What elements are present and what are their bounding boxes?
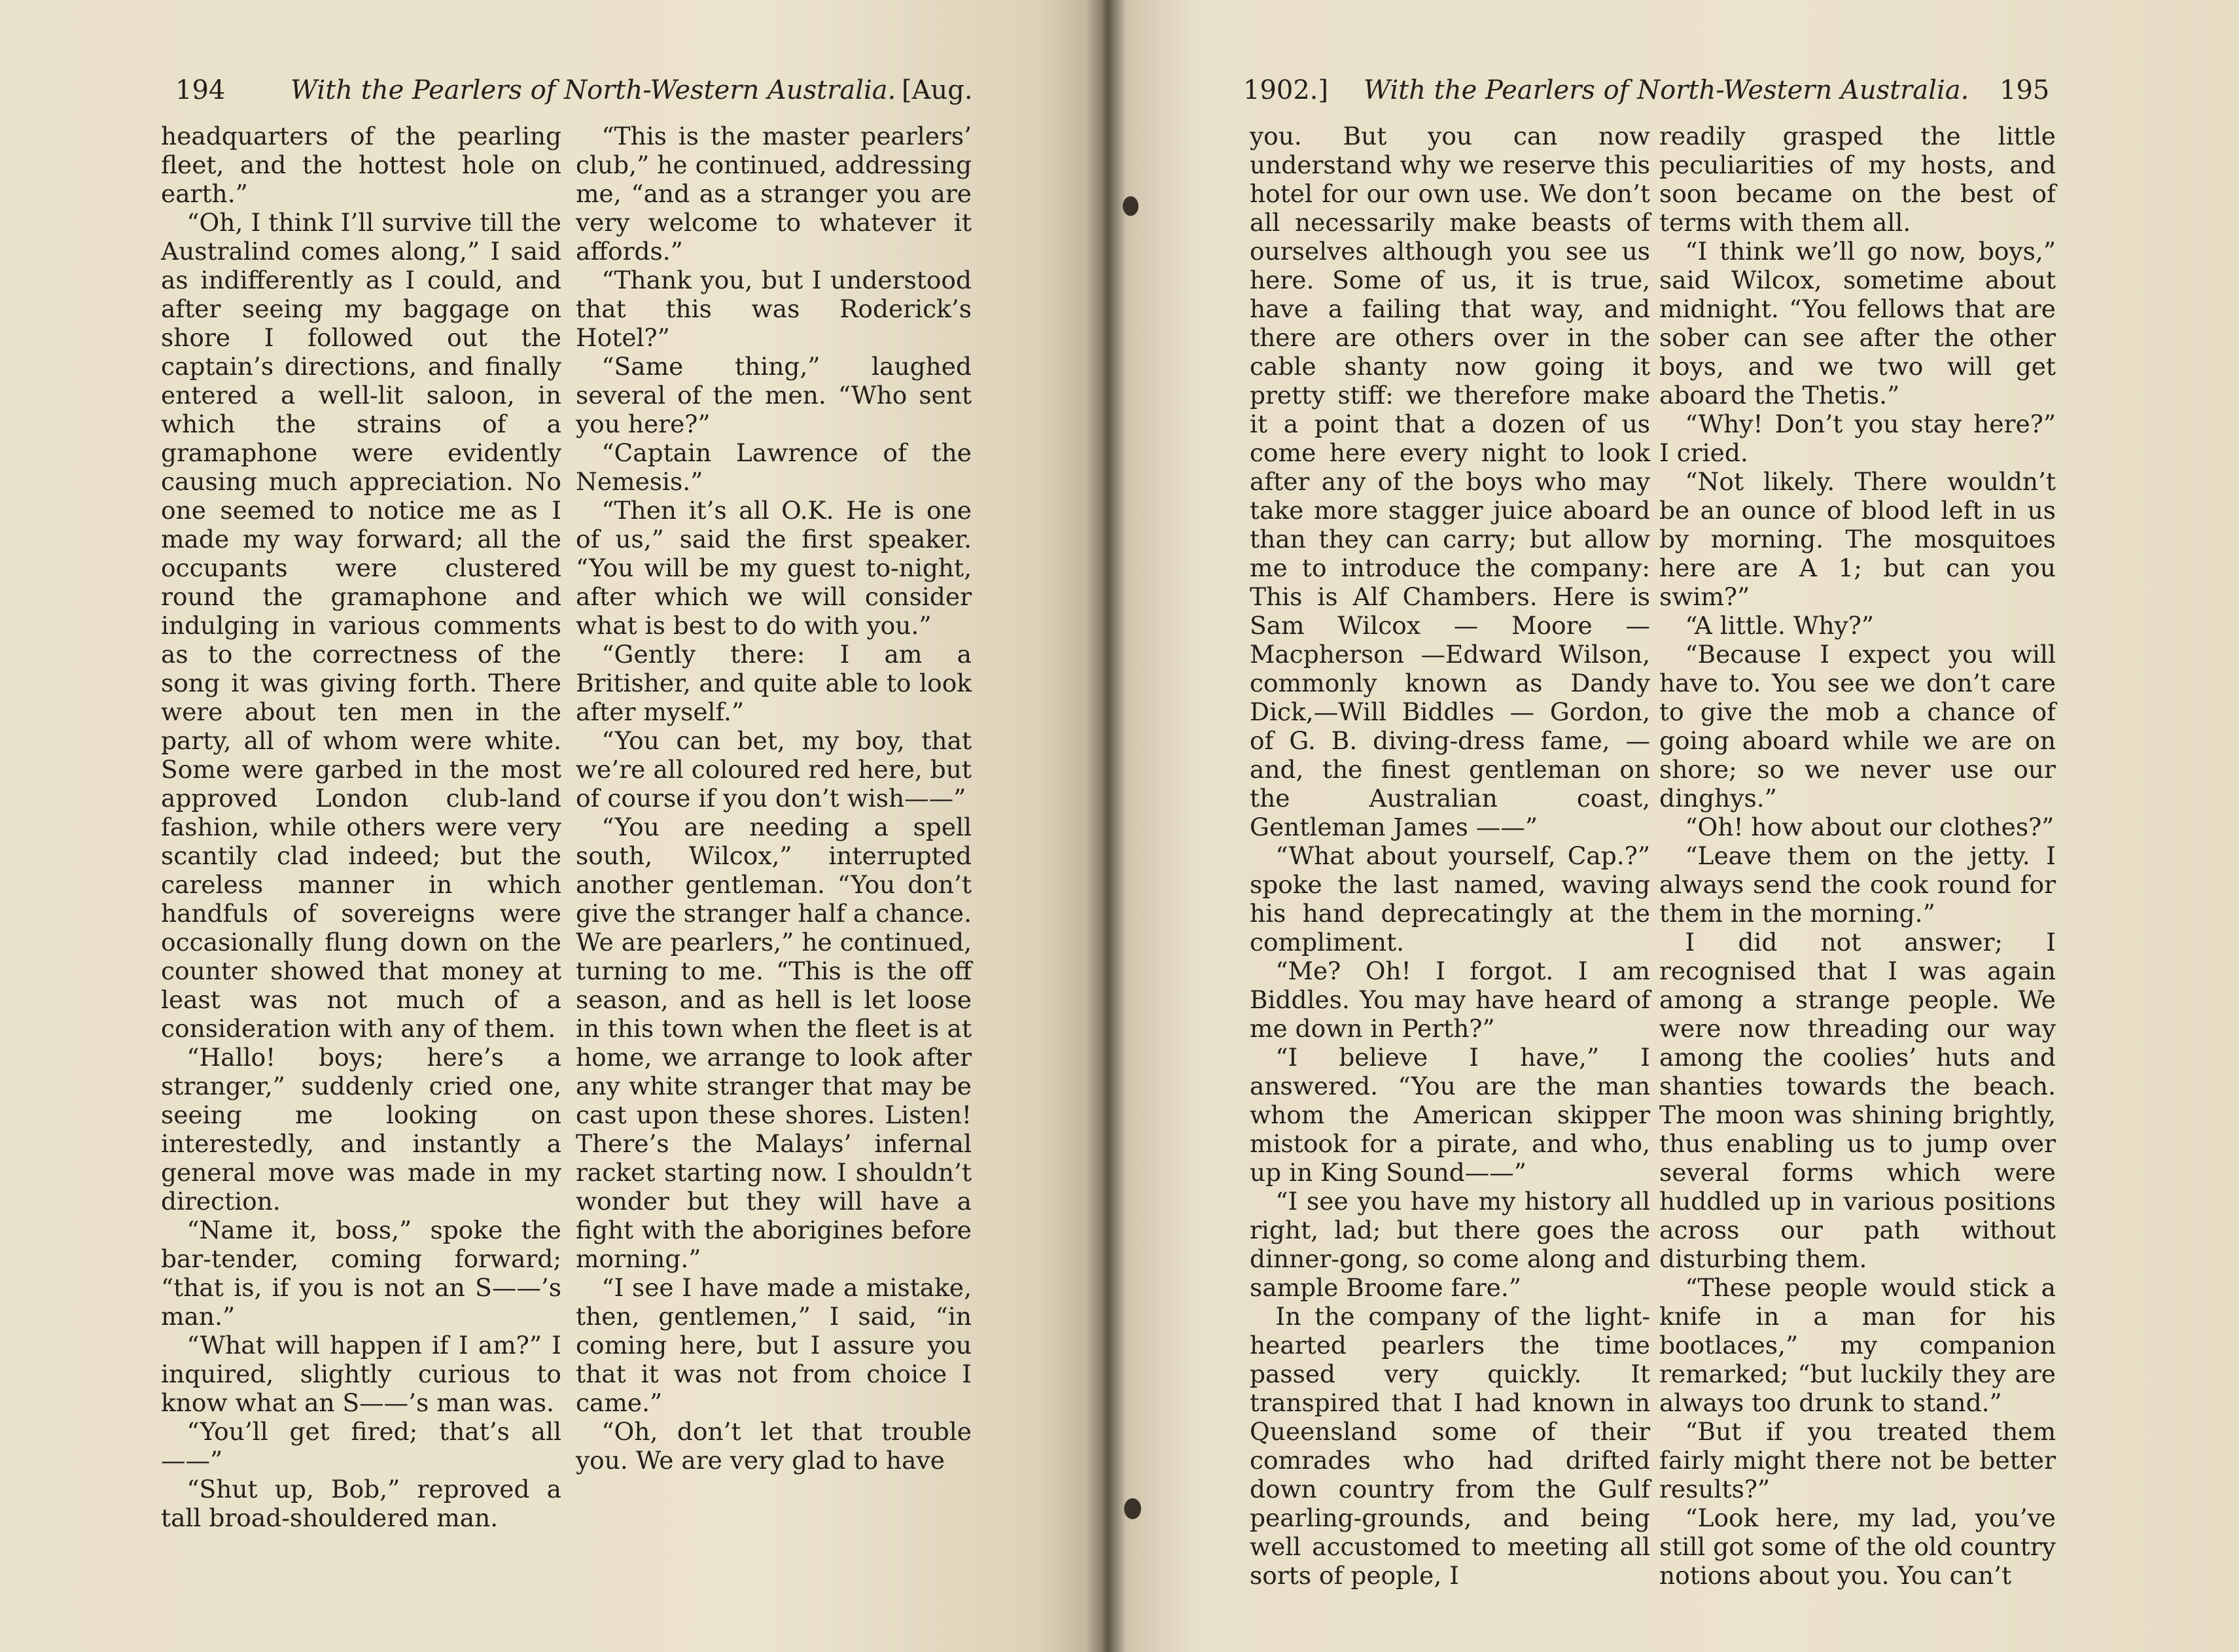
right-page-number: 195 <box>2000 75 2050 105</box>
paragraph: “What will happen if I am?” I inquired, slightly curious to know what an S——’s man was. <box>161 1331 561 1417</box>
binding-hole-top <box>1123 196 1138 216</box>
paragraph: “This is the master pearlers’ club,” he continued, addressing me, “and as a stranger you are very welcome to whatever it affords.” <box>576 122 972 266</box>
paragraph: “Then it’s all O.K. He is one of us,” said the first speaker. “You will be my guest to-night, after which we will consider what is best to do with you.” <box>576 496 972 640</box>
paragraph: “Because I expect you will have to. You see we don’t care to give the mob a chance of going aboard while we are on shore; so we never use our dinghys.” <box>1659 640 2056 813</box>
right-page <box>1103 0 2239 1652</box>
paragraph: “I believe I have,” I answered. “You are the man whom the American skipper mistook for a pirate, and who, up in King Sound——” <box>1250 1043 1650 1187</box>
right-running-title: With the Pearlers of North-Western Australia. <box>1364 75 1969 105</box>
paragraph: “Oh, I think I’ll survive till the Australind comes along,” I said as indifferently as I could, and after seeing my baggage on shore I followed out the captain’s directions, and finally entered a well-lit saloon, in which the strains of a gramaphone were evidently causing much appreciation. No one seemed to notice me as I made my way forward; all the occupants were clustered round the gramaphone and indulging in various comments as to the correctness of the song it was giving forth. There were about ten men in the party, all of whom were white. Some were garbed in the most approved London club-land fashion, while others were very scantily clad indeed; but the careless manner in which handfuls of sovereigns were occasionally flung down on the counter showed that money at least was not much of a consideration with any of them. <box>161 208 561 1043</box>
paragraph: you. But you can now understand why we reserve this hotel for our own use. We don’t all necessarily make beasts of ourselves although you see us here. Some of us, it is true, have a failing that way, and there are others over in the cable shanty now going it pretty stiff: we therefore make it a point that a dozen of us come here every night to look after any of the boys who may take more stagger juice aboard than they can carry; but allow me to introduce the company: This is Alf Chambers. Here is Sam Wilcox — Moore — Macpherson —Edward Wilson, commonly known as Dandy Dick,—Will Biddles — Gordon, of G. B. diving-dress fame, — and, the finest gentleman on the Australian coast, Gentleman James ——” <box>1250 122 1650 841</box>
paragraph: “You’ll get fired; that’s all——” <box>161 1417 561 1475</box>
paragraph: “These people would stick a knife in a man for his bootlaces,” my companion remarked; “but luckily they are always too drunk to stand.” <box>1659 1273 2056 1417</box>
paragraph: “A little. Why?” <box>1685 611 1875 640</box>
paragraph: “I see I have made a mistake, then, gentlemen,” I said, “in coming here, but I assure you that it was not from choice I came.” <box>576 1273 972 1417</box>
paragraph: “Look here, my lad, you’ve still got some of the old country notions about you. You can’t <box>1659 1503 2056 1590</box>
paragraph: “Oh, don’t let that trouble you. We are very glad to have <box>576 1417 972 1475</box>
paragraph: “Leave them on the jetty. I always send the cook round for them in the morning.” <box>1659 841 2056 928</box>
paragraph: “Captain Lawrence of the Nemesis.” <box>576 438 972 496</box>
paragraph: “You are needing a spell south, Wilcox,” interrupted another gentleman. “You don’t give the stranger half a chance. We are pearlers,” he continued, turning to me. “This is the off season, and as hell is let loose in this town when the fleet is at home, we arrange to look after any white stranger that may be cast upon these shores. Listen! There’s the Malays’ infernal racket starting now. I shouldn’t wonder but they will have a fight with the aborigines before morning.” <box>576 813 972 1273</box>
paragraph: I did not answer; I recognised that I was again among a strange people. We were now threading our way among the coolies’ huts and shanties towards the beach. The moon was shining brightly, thus enabling us to jump over several forms which were huddled up in various positions across our path without disturbing them. <box>1659 928 2056 1273</box>
paragraph: “Thank you, but I understood that this was Roderick’s Hotel?” <box>576 266 972 352</box>
left-column-1 <box>161 122 561 1532</box>
paragraph: “Not likely. There wouldn’t be an ounce of blood left in us by morning. The mosquitoes here are A 1; but can you swim?” <box>1659 467 2056 611</box>
paragraph: “Why! Don’t you stay here?” I cried. <box>1659 410 2056 467</box>
paragraph: “Gently there: I am a Britisher, and quite able to look after myself.” <box>576 640 972 726</box>
right-page-header <box>1103 71 2239 110</box>
paragraph: “I see you have my history all right, lad; but there goes the dinner-gong, so come along and sample Broome fare.” <box>1250 1187 1650 1302</box>
paragraph: headquarters of the pearling fleet, and the hottest hole on earth.” <box>161 122 561 208</box>
left-page <box>0 0 1103 1652</box>
paragraph: In the company of the light-hearted pearlers the time passed very quickly. It transpired that I had known in Queensland some of their comrades who had drifted down country from the Gulf pearling-grounds, and being well accustomed to meeting all sorts of people, I <box>1250 1302 1650 1590</box>
right-column-1 <box>1250 122 1650 1590</box>
paragraph: “Same thing,” laughed several of the men. “Who sent you here?” <box>576 352 972 438</box>
left-page-header <box>0 71 1103 110</box>
paragraph: “But if you treated them fairly might there not be better results?” <box>1659 1417 2056 1503</box>
paragraph: “What about yourself, Cap.?” spoke the last named, waving his hand deprecatingly at the compliment. <box>1250 841 1650 957</box>
paragraph: “Hallo! boys; here’s a stranger,” suddenly cried one, seeing me looking on interestedly, and instantly a general move was made in my direction. <box>161 1043 561 1216</box>
right-column-2 <box>1659 122 2056 1590</box>
left-column-2 <box>576 122 972 1475</box>
paragraph: “I think we’ll go now, boys,” said Wilcox, sometime about midnight. “You fellows that are sober can see after the other boys, and we two will get aboard the Thetis.” <box>1659 237 2056 410</box>
left-date-mark: [Aug. <box>902 75 973 105</box>
paragraph: readily grasped the little peculiarities of my hosts, and soon became on the best of terms with them all. <box>1659 122 2056 237</box>
paragraph: “Oh! how about our clothes?” <box>1685 813 2054 841</box>
paragraph: “Me? Oh! I forgot. I am Biddles. You may have heard of me down in Perth?” <box>1250 957 1650 1043</box>
binding-hole-bottom <box>1124 1498 1141 1519</box>
right-date-mark: 1902.] <box>1243 75 1329 105</box>
left-running-title: With the Pearlers of North-Western Australia. <box>291 75 896 105</box>
paragraph: “You can bet, my boy, that we’re all coloured red here, but of course if you don’t wish——” <box>576 726 972 813</box>
paragraph: “Shut up, Bob,” reproved a tall broad-shouldered man. <box>161 1475 561 1532</box>
left-page-number: 194 <box>175 75 226 105</box>
paragraph: “Name it, boss,” spoke the bar-tender, coming forward; “that is, if you is not an S——’s man.” <box>161 1216 561 1331</box>
